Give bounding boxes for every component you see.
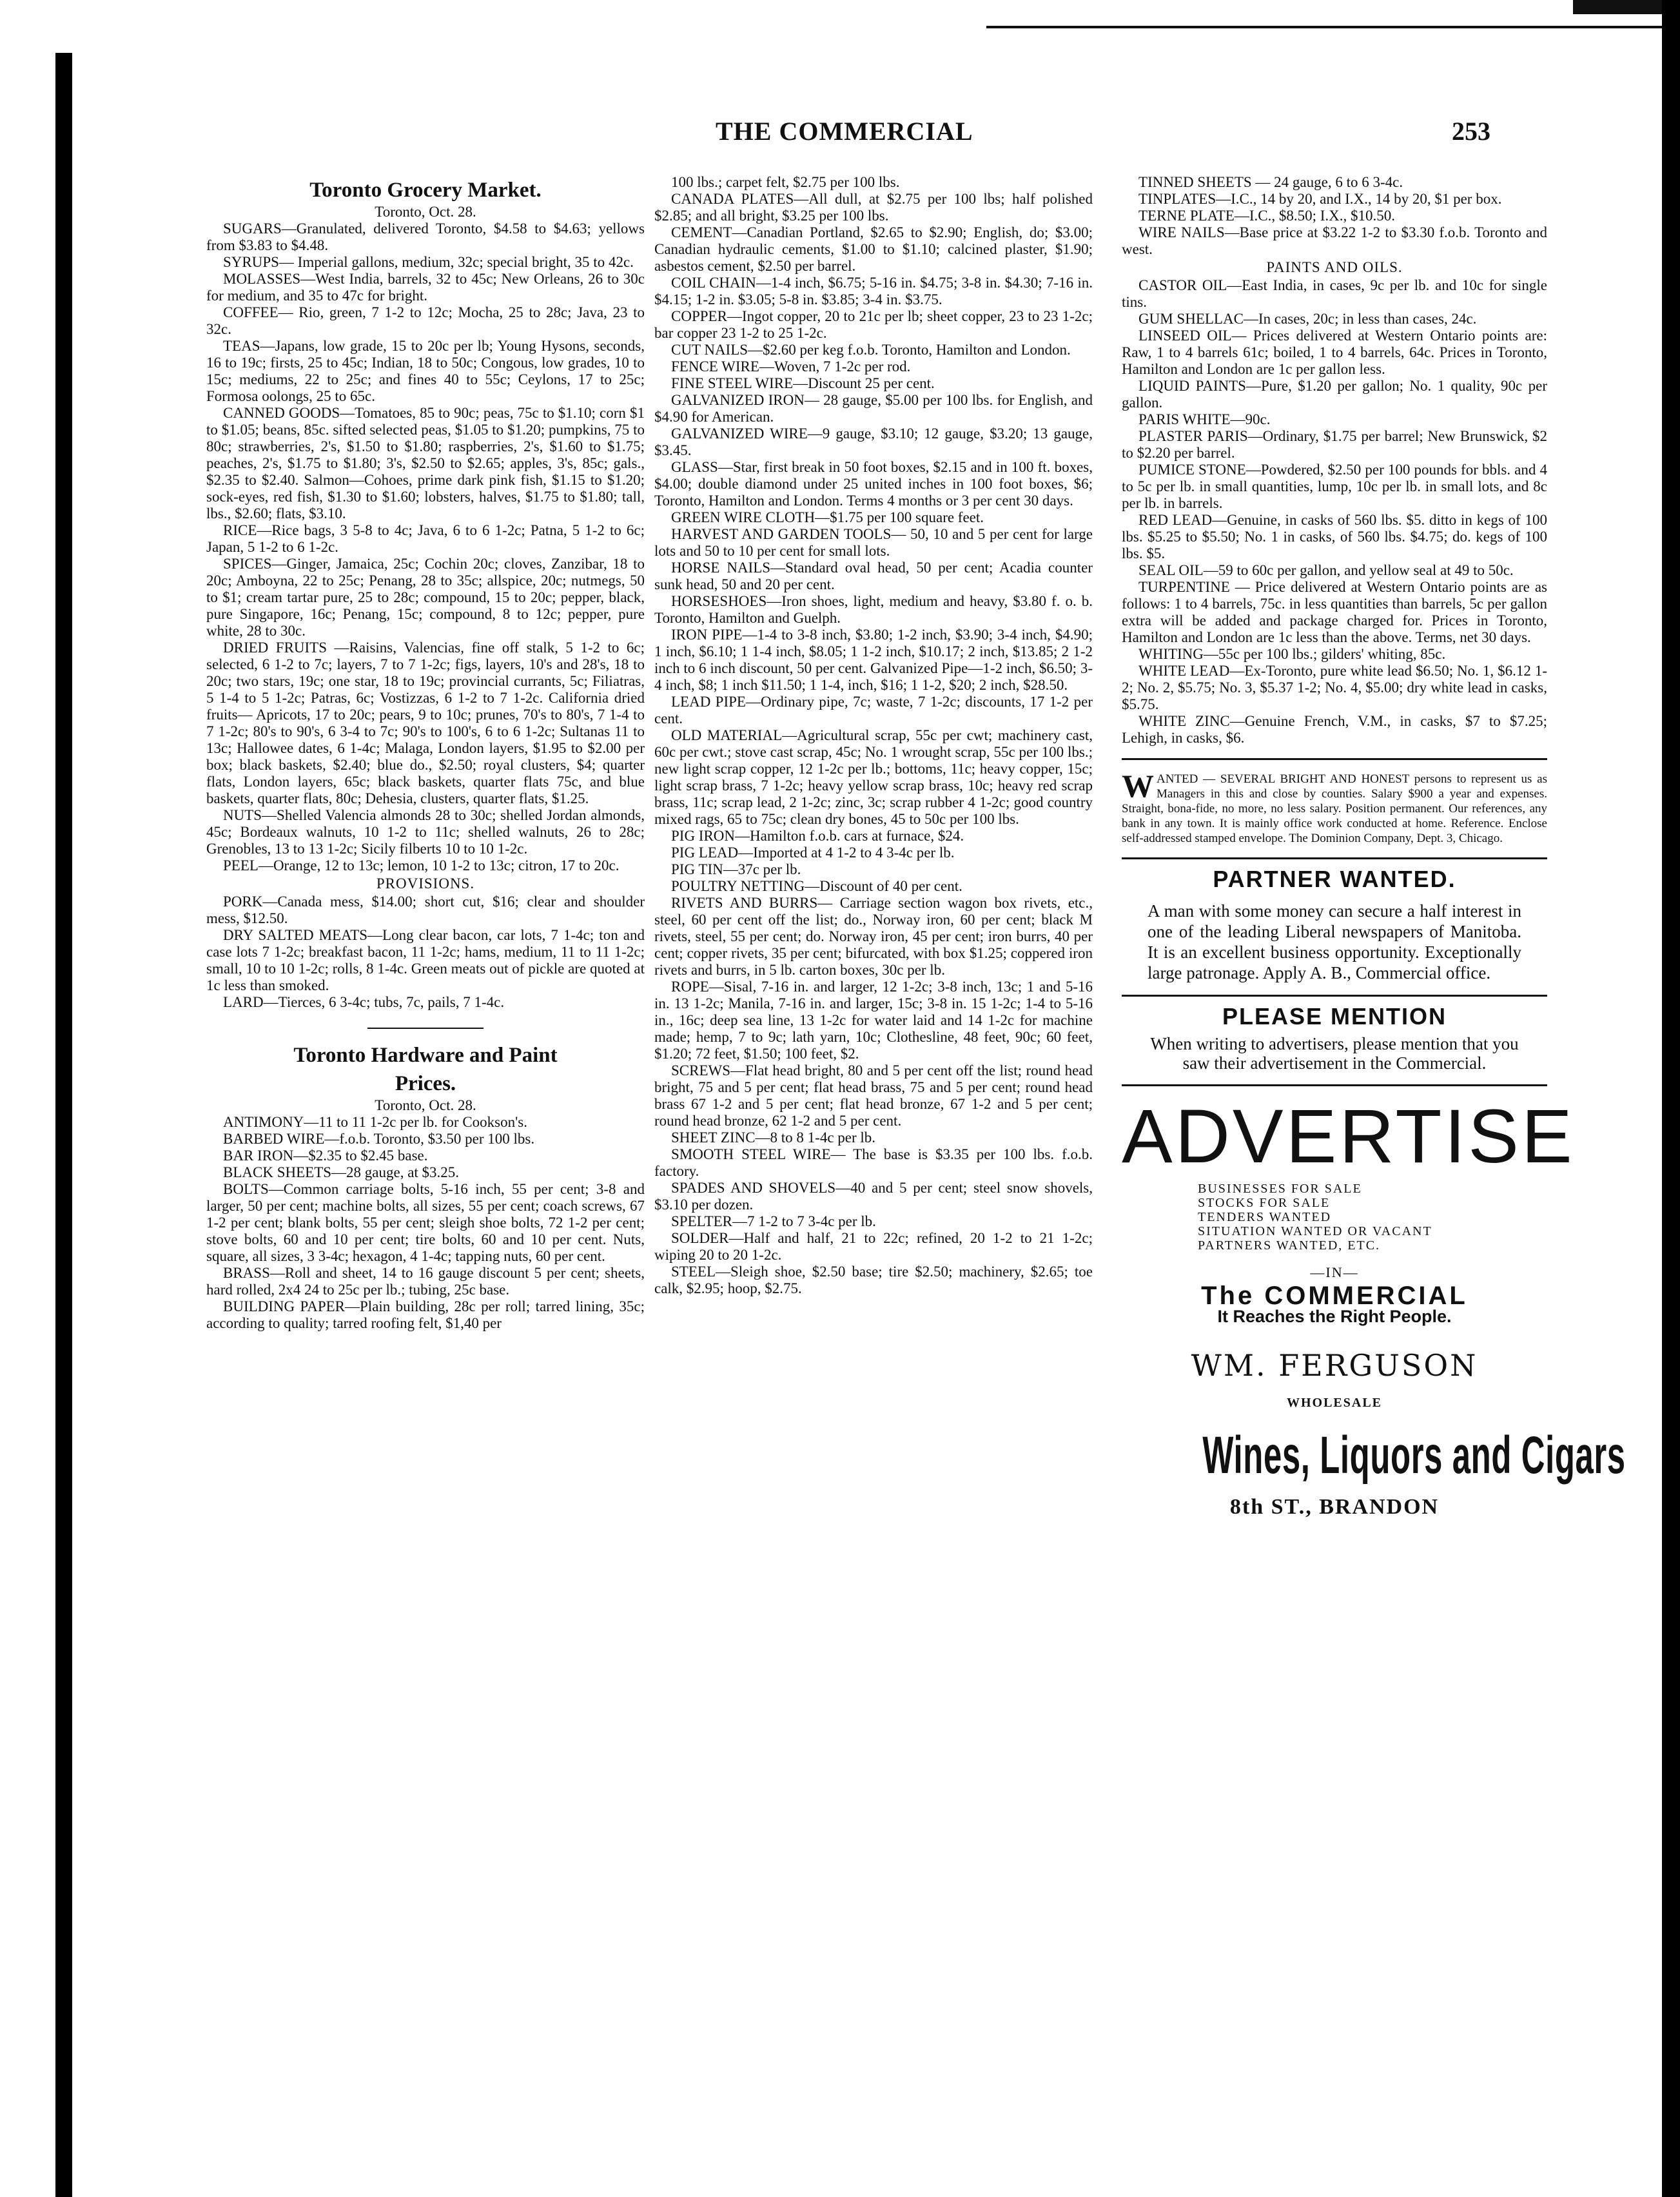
hardware-dateline: Toronto, Oct. 28. [375,1097,476,1113]
hardware-items-col1 [206,1114,645,1332]
price-entry: NUTS—Shelled Valencia almonds 28 to 30c; shelled Jordan almonds, 45c; Bordeaux walnuts, 10 1-2 to 11c; shelled walnuts, 26 to 28c; Grenobles, 13 to 13 1-2c; Sicily filberts 10 to 10 1-2c. [206,807,645,857]
wanted-text: ANTED — SEVERAL BRIGHT AND HONEST persons to represent us as Managers in this and close by counties. Salary $900 a year and expenses. Straight, bona-fide, no more, no less salary. Position permanent. Our references, any bank in any town. It is mainly office work conducted at home. Reference. Enclose self-addressed stamped envelope. The Dominion Company, Dept. 3, Chicago. [1122,772,1547,845]
price-entry: WHITING—55c per 100 lbs.; gilders' whiting, 85c. [1138,646,1446,662]
price-entry: SMOOTH STEEL WIRE— The base is $3.35 per 100 lbs. f.o.b. factory. [654,1146,1093,1179]
paints-items [1122,277,1547,747]
price-entry: TERNE PLATE—I.C., $8.50; I.X., $10.50. [1138,208,1396,224]
price-entry: PIG TIN—37c per lb. [671,861,801,877]
provisions-title: PROVISIONS. [376,875,475,892]
advertise-list-item: SITUATION WANTED OR VACANT [1198,1224,1432,1238]
ad-divider [1122,995,1547,997]
price-entry: TURPENTINE — Price delivered at Western Ontario points are as follows: 1 to 4 barrels, 75c. in less quantities than barrels, 5c per gallon extra will be added and package charged for. Prices in Toronto, Hamilton and London are 1c less than the above. Terms, net 30 days. [1122,579,1547,645]
mention-text: When writing to advertisers, please mention that you saw their advertisement in the Commercial. [1150,1034,1519,1073]
price-entry: CASTOR OIL—East India, in cases, 9c per lb. and 10c for single tins. [1122,277,1547,310]
price-entry: COIL CHAIN—1-4 inch, $6.75; 5-16 in. $4.75; 3-8 in. $4.30; 7-16 in. $4.15; 1-2 in. $3.05; 5-8 in. $3.85; 3-4 in. $3.75. [654,275,1093,308]
reaches-tagline: It Reaches the Right People. [1217,1307,1452,1326]
column-2 [654,174,1093,1297]
column-1 [206,174,645,1332]
price-entry: 100 lbs.; carpet felt, $2.75 per 100 lbs. [671,174,900,190]
top-rule [986,26,1680,28]
advertise-list-item: TENDERS WANTED [1198,1210,1332,1224]
price-entry: SHEET ZINC—8 to 8 1-4c per lb. [671,1129,876,1146]
price-entry: GLASS—Star, first break in 50 foot boxes, $2.15 and in 100 ft. boxes, $4.00; double diamond under 25 united inches in 100 foot boxes, $6; Toronto, Hamilton and London. Terms 4 months or 3 per cent 30 days. [654,459,1093,509]
price-entry: SOLDER—Half and half, 21 to 22c; refined, 20 1-2 to 21 1-2c; wiping 20 to 20 1-2c. [654,1230,1093,1263]
price-entry: CANADA PLATES—All dull, at $2.75 per 100 lbs; half polished $2.85; and all bright, $3.25 per 100 lbs. [654,191,1093,224]
wholesale-label: WHOLESALE [1286,1396,1383,1410]
paints-title: PAINTS AND OILS. [1266,259,1403,275]
price-entry: LARD—Tierces, 6 3-4c; tubs, 7c, pails, 7 1-4c. [223,994,505,1010]
price-entry: SEAL OIL—59 to 60c per gallon, and yellow seal at 49 to 50c. [1138,562,1514,578]
price-entry: POULTRY NETTING—Discount of 40 per cent. [671,878,962,894]
price-entry: ROPE—Sisal, 7-16 in. and larger, 12 1-2c; 3-8 inch, 13c; 1 and 5-16 in. 13 1-2c; Manila, 7-16 in. and larger, 15c; 3-8 in. 15 1-2c; 1-4 to 5-16 in., 16c; deep sea line, 13 1-2c for water laid and 14 1-2c for machine made; hemp, 7 to 9c; lath yarn, 10c; Clothesline, 48 feet, 90c; 60 feet, $1.20; 72 feet, $1.50; 100 feet, $2. [654,979,1093,1062]
price-entry: GALVANIZED WIRE—9 gauge, $3.10; 12 gauge, $3.20; 13 gauge, $3.45. [654,425,1093,458]
price-entry: SUGARS—Granulated, delivered Toronto, $4.58 to $4.63; yellows from $3.83 to $4.48. [206,220,645,253]
masthead: THE COMMERCIAL [716,117,973,146]
price-entry: HARVEST AND GARDEN TOOLS— 50, 10 and 5 per cent for large lots and 50 to 10 per cent for small lots. [654,526,1093,559]
advertise-list-item: BUSINESSES FOR SALE [1198,1182,1362,1196]
grocery-dateline: Toronto, Oct. 28. [375,204,476,220]
mention-title: PLEASE MENTION [1222,1003,1447,1030]
price-entry: PLASTER PARIS—Ordinary, $1.75 per barrel; New Brunswick, $2 to $2.20 per barrel. [1122,428,1547,461]
price-entry: WHITE LEAD—Ex-Toronto, pure white lead $6.50; No. 1, $6.12 1-2; No. 2, $5.75; No. 3, $5.37 1-2; No. 4, $5.00; dry white lead in casks, $5.75. [1122,663,1547,712]
price-entry: WIRE NAILS—Base price at $3.22 1-2 to $3.30 f.o.b. Toronto and west. [1122,224,1547,257]
price-entry: TEAS—Japans, low grade, 15 to 20c per lb; Young Hysons, seconds, 16 to 19c; firsts, 25 to 45c; Indian, 18 to 50c; Congous, low grades, 10 to 15c; mediums, 22 to 25c; and fines 40 to 55c; Ceylons, 17 to 25c; Formosa oolongs, 25 to 65c. [206,338,645,404]
wines-headline: Wines, Liquors and Cigars [1202,1426,1626,1485]
price-entry: GALVANIZED IRON— 28 gauge, $5.00 per 100 lbs. for English, and $4.90 for American. [654,392,1093,425]
right-edge-bar [1662,0,1680,2197]
price-entry: DRY SALTED MEATS—Long clear bacon, car lots, 7 1-4c; ton and case lots 7 1-2c; breakfast bacon, 11 1-2c; hams, medium, 11 to 11 1-2c; small, 10 to 10 1-2c; rolls, 8 1-4c. Green meats out of pickle are quoted at 1c less than smoked. [206,927,645,993]
price-entry: CEMENT—Canadian Portland, $2.65 to $2.90; English, do; $3.00; Canadian hydraulic cements, $1.00 to $1.10; calcined plaster, $1.90; asbestos cement, $2.50 per barrel. [654,224,1093,274]
price-entry: TINNED SHEETS — 24 gauge, 6 to 6 3-4c. [1138,174,1403,190]
price-entry: HORSESHOES—Iron shoes, light, medium and heavy, $3.80 f. o. b. Toronto, Hamilton and Guelph. [654,593,1093,626]
provisions-items [206,893,645,1011]
price-entry: CANNED GOODS—Tomatoes, 85 to 90c; peas, 75c to $1.10; corn $1 to $1.05; beans, 85c. sifted selected peas, $1.05 to $1.20; pumpkins, 75 to 80c; strawberries, 2's, $1.50 to $1.80; raspberries, 2's, $1.60 to $1.75; peaches, 2's, $1.75 to $1.80; 3's, $2.50 to $2.65; apples, 3's, 85c; gals., $2.35 to $2.40. Salmon—Cohoes, prime dark pink fish, $1.15 to $1.20; sock-eyes, red fish, $1.30 to $1.60; lobsters, halves, $1.75 to $1.80; tall, lbs., $2.60; flats, $3.10. [206,405,645,522]
price-entry: HORSE NAILS—Standard oval head, 50 per cent; Acadia counter sunk head, 50 and 20 per cent. [654,560,1093,592]
price-entry: MOLASSES—West India, barrels, 32 to 45c; New Orleans, 26 to 30c for medium, and 35 to 47c for bright. [206,271,645,304]
price-entry: BLACK SHEETS—28 gauge, at $3.25. [223,1164,460,1180]
brandon-address: 8th ST., BRANDON [1229,1495,1440,1519]
price-entry: COPPER—Ingot copper, 20 to 21c per lb; sheet copper, 23 to 23 1-2c; bar copper 23 1-2 to 25 1-2c. [654,308,1093,341]
commercial-name: The COMMERCIAL [1201,1282,1468,1310]
price-entry: BUILDING PAPER—Plain building, 28c per roll; tarred lining, 35c; according to quality; tarred roofing felt, $1,40 per [206,1298,645,1331]
price-entry: PORK—Canada mess, $14.00; short cut, $16; clear and shoulder mess, $12.50. [206,893,645,926]
page-number: 253 [1452,117,1490,146]
ad-divider [1122,758,1547,760]
ad-divider [1122,857,1547,859]
hardware-title-line1: Toronto Hardware and Paint [293,1044,558,1067]
price-entry: RIVETS AND BURRS— Carriage section wagon box rivets, etc., steel, 60 per cent off the list; do., Norway iron, 60 per cent; black M rivets, steel, 55 per cent; do. Norway iron, 45 per cent; iron burrs, 40 per cent; copper rivets, 35 per cent; bifurcated, with box $1.25; coppered iron rivets and burrs, in 5 lb. carton boxes, 30c per lb. [654,895,1093,978]
price-entry: SPELTER—7 1-2 to 7 3-4c per lb. [671,1213,876,1229]
left-binding-bar [55,53,72,2197]
price-entry: BAR IRON—$2.35 to $2.45 base. [223,1147,428,1164]
price-entry: LEAD PIPE—Ordinary pipe, 7c; waste, 7 1-2c; discounts, 17 1-2 per cent. [654,694,1093,727]
price-entry: BOLTS—Common carriage bolts, 5-16 inch, 55 per cent; 3-8 and larger, 50 per cent; machine bolts, all sizes, 55 per cent; coach screws, 67 1-2 per cent; blank bolts, 55 per cent; sleigh shoe bolts, 72 1-2 per cent; stove bolts, 60 and 10 per cent; tire bolts, 60 and 10 per cent. Nuts, square, all sizes, 3 3-4c; hexagon, 4 1-4c; tapping nuts, 60 per cent. [206,1181,645,1264]
price-entry: BRASS—Roll and sheet, 14 to 16 gauge discount 5 per cent; sheets, hard rolled, 2x4 24 to 25c per lb.; tubing, 25c base. [206,1265,645,1298]
advertise-list-item: STOCKS FOR SALE [1198,1196,1331,1210]
top-right-mark [1573,0,1670,14]
price-entry: CUT NAILS—$2.60 per keg f.o.b. Toronto, Hamilton and London. [671,342,1071,358]
grocery-title: Toronto Grocery Market. [309,179,542,202]
ferguson-name: WM. FERGUSON [1191,1348,1478,1383]
wanted-drop-cap: W [1122,768,1154,804]
price-entry: SCREWS—Flat head bright, 80 and 5 per cent off the list; round head bright, 75 and 5 per cent; flat head brass, 75 and 5 per cent; round head brass 67 1-2 and 5 per cent; flat head bronze, 67 1-2 and 5 per cent; round head bronze, 62 1-2 and 5 per cent. [654,1062,1093,1129]
section-divider [367,1028,483,1029]
advertise-list-item: PARTNERS WANTED, ETC. [1198,1238,1381,1253]
price-entry: DRIED FRUITS —Raisins, Valencias, fine off stalk, 5 1-2 to 6c; selected, 6 1-2 to 7c; layers, 7 to 7 1-2c; figs, layers, 10's and 28's, 18 to 20c; two stars, 19c; one star, 18 to 19c; provincial currants, 5c; Filiatras, 5 1-4 to 5 1-2c; Patras, 6c; Vostizzas, 6 1-2 to 7 1-2c. California dried fruits— Apricots, 17 to 20c; pears, 9 to 10c; prunes, 70's to 80's, 7 1-4 to 7 1-2c; 80's to 90's, 6 3-4 to 7c; 90's to 100's, 6 to 6 1-2c; Sultanas 11 to 13c; Hallowee dates, 6 1-4c; Malaga, London layers, $1.95 to $2.00 per box; black baskets, $2.40; blue do., $2.50; royal clusters, $4; quarter flats, London layers, 65c; black baskets, quarter flats 75c, and blue baskets, quarter flats, 80c; Dehesia, clusters, quarter flats, $1.25. [206,640,645,806]
hardware-title-line2: Prices. [395,1072,456,1095]
price-entry: FINE STEEL WIRE—Discount 25 per cent. [671,375,935,391]
ad-divider [1122,1084,1547,1086]
price-entry: STEEL—Sleigh shoe, $2.50 base; tire $2.50; machinery, $2.65; toe calk, $2.95; hoop, $2.75. [654,1264,1093,1296]
price-entry: PIG IRON—Hamilton f.o.b. cars at furnace, $24. [671,828,964,844]
partner-text: A man with some money can secure a half interest in one of the leading Liberal newspapers of Manitoba. It is an excellent business opportunity. Exceptionally large patronage. Apply A. B., Commercial office. [1148,901,1521,982]
partner-title: PARTNER WANTED. [1213,866,1456,892]
advertise-list [1122,1182,1547,1253]
price-entry: GREEN WIRE CLOTH—$1.75 per 100 square feet. [671,509,984,525]
price-entry: OLD MATERIAL—Agricultural scrap, 55c per cwt; machinery cast, 60c per cwt.; stove cast scrap, 45c; No. 1 wrought scrap, 55c per 100 lbs.; new light scrap copper, 12 1-2c per lb.; bottoms, 11c; heavy copper, 15c; light scrap brass, 7 1-2c; heavy yellow scrap brass, 10c; heavy red scrap brass, 11c; scrap lead, 2 1-2c; zinc, 3c; scrap rubber 4 1-2c; good country mixed rags, 65 to 75c; clean dry bones, 45 to 50c per 100 lbs. [654,727,1093,827]
price-entry: ANTIMONY—11 to 11 1-2c per lb. for Cookson's. [223,1114,527,1130]
hardware-items-col2 [654,174,1093,1297]
price-entry: SPICES—Ginger, Jamaica, 25c; Cochin 20c; cloves, Zanzibar, 18 to 20c; Amboyna, 22 to 25c; Penang, 28 to 35c; allspice, 20c; nutmegs, 50 to $1; cream tartar pure, 25 to 28c; compound, 15 to 20c; pepper, black, pure Singapore, 16c; Penang, 15c; compound, 8 to 12c; pepper, pure white, 28 to 30c. [206,556,645,639]
price-entry: PUMICE STONE—Powdered, $2.50 per 100 pounds for bbls. and 4 to 5c per lb. in small quantities, lump, 10c per lb. in small lots, and 8c per lb. in barrels. [1122,462,1547,511]
price-entry: PEEL—Orange, 12 to 13c; lemon, 10 1-2 to 13c; citron, 17 to 20c. [223,857,620,874]
wanted-ad [1122,768,1547,846]
price-entry: RICE—Rice bags, 3 5-8 to 4c; Java, 6 to 6 1-2c; Patna, 5 1-2 to 6c; Japan, 5 1-2 to 6 1-2c. [206,522,645,555]
price-entry: GUM SHELLAC—In cases, 20c; in less than cases, 24c. [1138,311,1477,327]
price-entry: PARIS WHITE—90c. [1138,411,1271,427]
price-entry: LIQUID PAINTS—Pure, $1.20 per gallon; No. 1 quality, 90c per gallon. [1122,378,1547,411]
price-entry: BARBED WIRE—f.o.b. Toronto, $3.50 per 100 lbs. [223,1131,535,1147]
advertise-title: ADVERTISE [1122,1094,1575,1179]
price-entry: WHITE ZINC—Genuine French, V.M., in casks, $7 to $7.25; Lehigh, in casks, $6. [1122,713,1547,746]
price-entry: IRON PIPE—1-4 to 3-8 inch, $3.80; 1-2 inch, $3.90; 3-4 inch, $4.90; 1 inch, $6.10; 1 1-4 inch, $8.05; 1 1-2 inch, $10.17; 2 inch, $13.85; 2 1-2 inch to 6 inch discount, 50 per cent. Galvanized Pipe—1-2 inch, $6.50; 3-4 inch, $8; 1 inch $11.50; 1 1-4, inch, $16; 1 1-2, $20; 2 inch, $28.50. [654,627,1093,693]
price-entry: PIG LEAD—Imported at 4 1-2 to 4 3-4c per lb. [671,845,955,861]
in-label: —IN— [1310,1264,1359,1280]
price-entry: FENCE WIRE—Woven, 7 1-2c per rod. [671,358,911,375]
price-entry: TINPLATES—I.C., 14 by 20, and I.X., 14 by 20, $1 per box. [1138,191,1502,207]
price-entry: RED LEAD—Genuine, in casks of 560 lbs. $5. ditto in kegs of 100 lbs. $5.25 to $5.50; No. 1 in casks, of 560 lbs. $4.75; do. kegs of 100 lbs. $5. [1122,512,1547,561]
price-entry: SPADES AND SHOVELS—40 and 5 per cent; steel snow shovels, $3.10 per dozen. [654,1180,1093,1213]
column-3 [1122,174,1626,1519]
price-entry: SYRUPS— Imperial gallons, medium, 32c; special bright, 35 to 42c. [223,254,634,270]
price-entry: COFFEE— Rio, green, 7 1-2 to 12c; Mocha, 25 to 28c; Java, 23 to 32c. [206,304,645,337]
hardware-items-col3 [1122,174,1547,258]
grocery-items [206,220,645,874]
price-entry: LINSEED OIL— Prices delivered at Western Ontario points are: Raw, 1 to 4 barrels 61c; boiled, 1 to 4 barrels, 64c. Prices in Toronto, Hamilton and London are 1c per gallon less. [1122,327,1547,377]
